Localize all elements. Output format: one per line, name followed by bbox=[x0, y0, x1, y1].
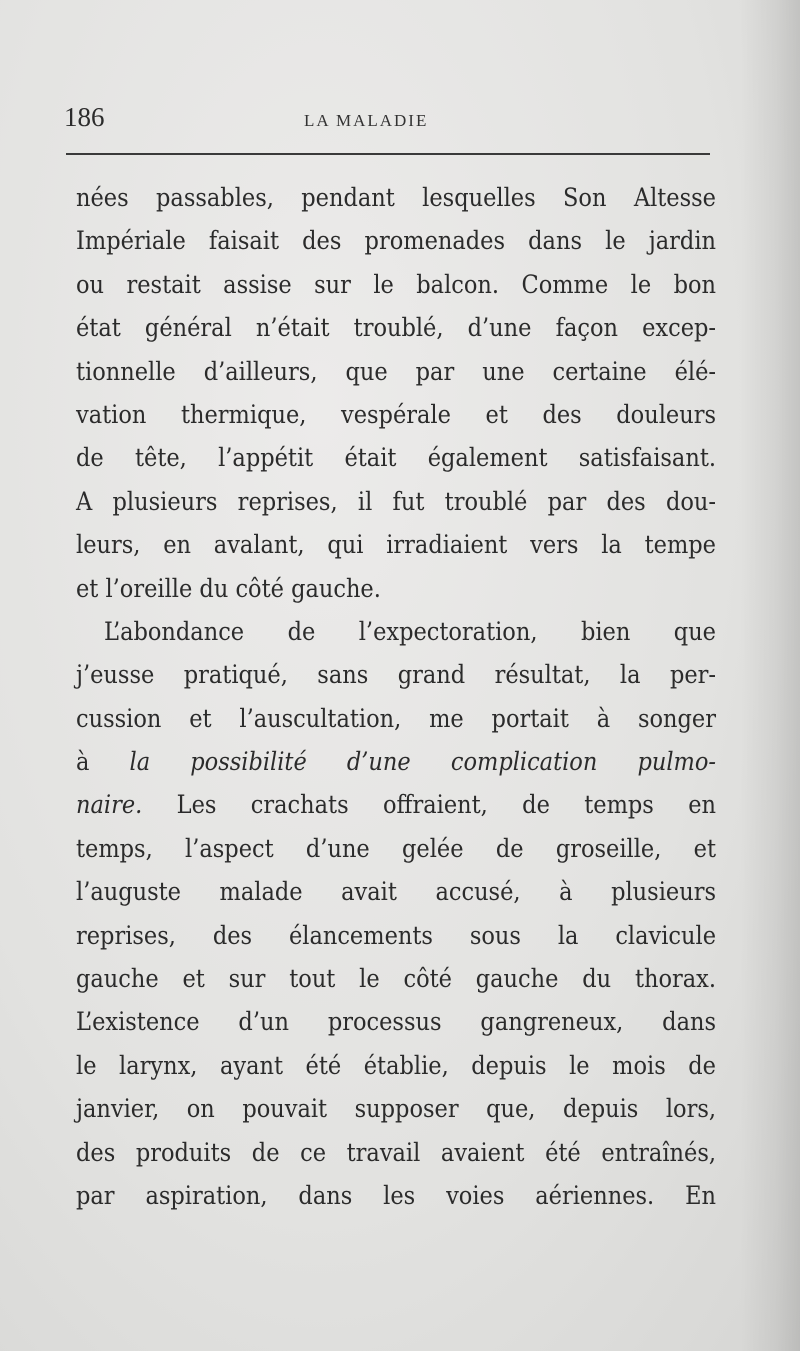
text-line: de tête, l’appétit était également satisfaisant. bbox=[76, 443, 716, 473]
body-text bbox=[76, 176, 716, 1217]
text-line: Impériale faisait des promenades dans le jardin bbox=[76, 226, 716, 256]
text-line: vation thermique, vespérale et des douleurs bbox=[76, 399, 716, 429]
text-line: gauche et sur tout le côté gauche du thorax. bbox=[76, 964, 716, 994]
text-line: et l’oreille du côté gauche. bbox=[76, 573, 381, 603]
page-header bbox=[64, 102, 712, 138]
text-line: le larynx, ayant été établie, depuis le mois de bbox=[76, 1050, 716, 1080]
text-line-with-italic bbox=[76, 783, 716, 826]
text-line: ou restait assise sur le balcon. Comme le bon bbox=[76, 269, 716, 299]
text-line: L’abondance de l’expectoration, bien que bbox=[104, 616, 716, 646]
text-line: L’existence d’un processus gangreneux, dans bbox=[76, 1007, 716, 1037]
text-line: des produits de ce travail avaient été entraînés, bbox=[76, 1137, 716, 1167]
text-line: j’eusse pratiqué, sans grand résultat, la per- bbox=[76, 660, 716, 690]
text-line-with-italic bbox=[76, 740, 716, 783]
text-segment: à bbox=[76, 747, 130, 777]
running-head: LA MALADIE bbox=[304, 111, 429, 130]
text-line: leurs, en avalant, qui irradiaient vers la tempe bbox=[76, 530, 716, 560]
text-segment: Les crachats offraient, de temps en bbox=[142, 790, 716, 820]
text-line: reprises, des élancements sous la clavicule bbox=[76, 920, 716, 950]
text-line: temps, l’aspect d’une gelée de groseille, et bbox=[76, 833, 716, 863]
text-line: tionnelle d’ailleurs, que par une certaine élé- bbox=[76, 356, 716, 386]
text-line: état général n’était troublé, d’une façon excep- bbox=[76, 313, 716, 343]
text-line: A plusieurs reprises, il fut troublé par des dou- bbox=[76, 486, 716, 516]
italic-segment: naire. bbox=[76, 790, 143, 820]
text-line: nées passables, pendant lesquelles Son Altesse bbox=[76, 183, 716, 212]
header-rule bbox=[66, 153, 710, 155]
text-line: cussion et l’auscultation, me portait à songer bbox=[76, 703, 716, 733]
italic-segment: la possibilité d’une complication pulmo- bbox=[129, 747, 717, 777]
page-number: 186 bbox=[64, 102, 105, 132]
text-line: l’auguste malade avait accusé, à plusieurs bbox=[76, 877, 716, 907]
text-line: janvier, on pouvait supposer que, depuis lors, bbox=[76, 1094, 716, 1124]
text-line: par aspiration, dans les voies aériennes. En bbox=[76, 1180, 716, 1210]
page-edge-shadow bbox=[740, 0, 800, 1351]
